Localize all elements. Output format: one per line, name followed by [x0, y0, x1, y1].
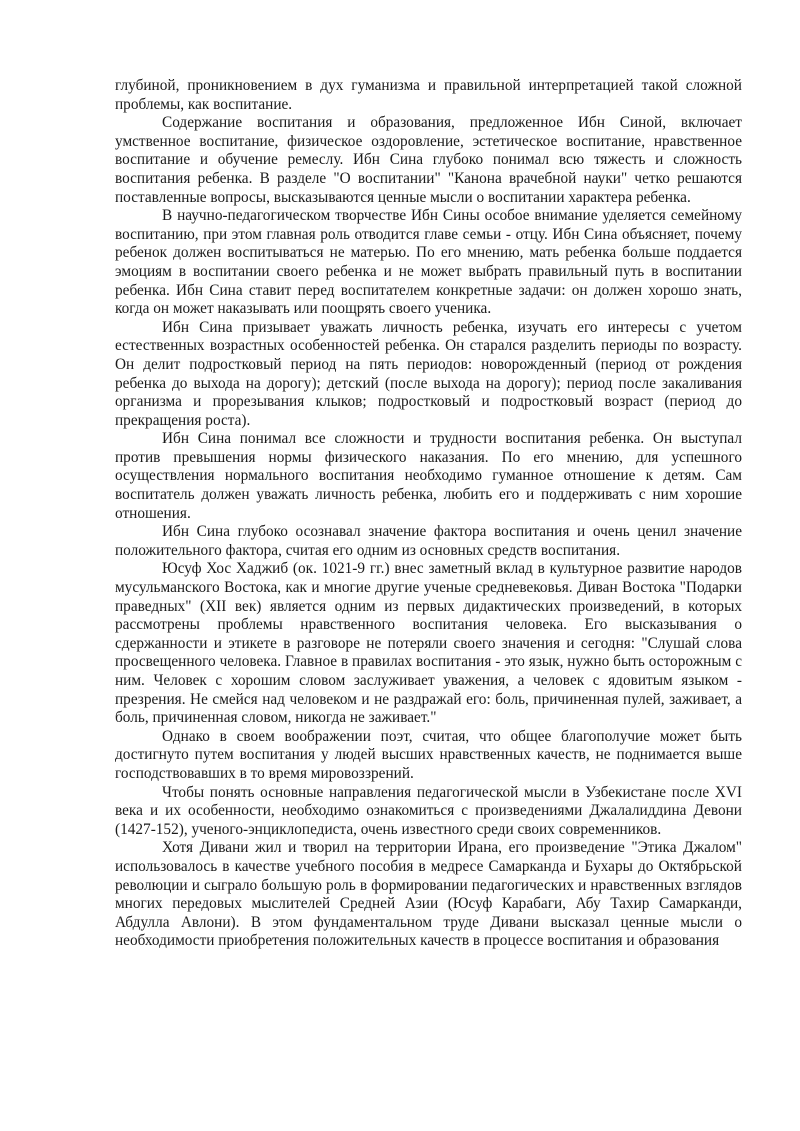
- paragraph-devoni-intro: Чтобы понять основные направления педагогической мысли в Узбекистане после XVI века и их особенности, необходимо ознакомиться с произведениями Джалалиддина Девони (1427-152), ученого-энциклопедиста, очень известного среди своих современников.: [115, 783, 742, 838]
- paragraph-punishment: Ибн Сина понимал все сложности и трудности воспитания ребенка. Он выступал против превышения нормы физического наказания. По его мнению, для успешного осуществления нормального воспитания необходимо гуманное отношение к детям. Сам воспитатель должен уважать личность ребенка, любить его и поддерживать с ним хорошие отношения.: [115, 430, 742, 522]
- paragraph-child-personality: Ибн Сина призывает уважать личность ребенка, изучать его интересы с учетом естественных возрастных особенностей ребенка. Он старался разделить периоды по возрасту. Он делит подростковый период на пять периодов: новорожденный (период от рождения ребенка до выхода на дорогу); детский (после выхода на дорогу); период после закаливания организма и прорезывания клыков; подростковый и подростковый возраст (период до прекращения роста).: [115, 318, 742, 429]
- paragraph-family-upbringing: В научно-педагогическом творчестве Ибн Сины особое внимание уделяется семейному воспитанию, при этом главная роль отводится главе семьи - отцу. Ибн Сина объясняет, почему ребенок должен воспитываться не матерью. По его мнению, мать ребенка больше поддается эмоциям в воспитании своего ребенка и не может выбрать правильный путь в воспитании ребенка. Ибн Сина ставит перед воспитателем конкретные задачи: он должен хорошо знать, когда он может наказывать или поощрять своего ученика.: [115, 207, 742, 318]
- paragraph-upbringing-factor: Ибн Сина глубоко осознавал значение фактора воспитания и очень ценил значение положительного фактора, считая его одним из основных средств воспитания.: [115, 523, 742, 559]
- paragraph-divani-ethics: Хотя Дивани жил и творил на территории Ирана, его произведение "Этика Джалом" использовалось в качестве учебного пособия в медресе Самарканда и Бухары до Октябрьской революции и сыграло большую роль в формировании педагогических и нравственных взглядов многих передовых мыслителей Средней Азии (Юсуф Карабаги, Абу Тахир Самарканди, Абдулла Авлони). В этом фундаментальном труде Дивани высказал ценные мысли о необходимости приобретения положительных качеств в процессе воспитания и образования: [115, 839, 742, 950]
- paragraph-yusuf-khos-khajib: Юсуф Хос Хаджиб (ок. 1021-9 гг.) внес заметный вклад в культурное развитие народов мусульманского Востока, как и многие другие ученые средневековья. Диван Востока "Подарки праведных" (XII век) является одним из первых дидактических произведений, в которых рассмотрены проблемы нравственного воспитания человека. Его высказывания о сдержанности и этикете в разговоре не потеряли своего значения и сегодня: "Слушай слова просвещенного человека. Главное в правилах воспитания - это язык, нужно быть осторожным с ним. Человек с хорошим словом заслуживает уважения, а человек с ядовитым языком - презрения. Не смейся над человеком и не раздражай его: боль, причиненная пулей, заживает, а боль, причиненная словом, никогда не заживает.": [115, 560, 742, 727]
- paragraph-poet-imagination: Однако в своем воображении поэт, считая, что общее благополучие может быть достигнуто путем воспитания у людей высших нравственных качеств, не поднимается выше господствовавших в то время мировоззрений.: [115, 727, 742, 782]
- paragraph-education-content: Содержание воспитания и образования, предложенное Ибн Синой, включает умственное воспитание, физическое оздоровление, эстетическое воспитание, нравственное воспитание и обучение ремеслу. Ибн Сина глубоко понимал всю тяжесть и сложность воспитания ребенка. В разделе "О воспитании" "Канона врачебной науки" четко решаются поставленные вопросы, высказываются ценные мысли о воспитании характера ребенка.: [115, 114, 742, 206]
- body-text: [115, 77, 742, 951]
- paragraph-continuation: глубиной, проникновением в дух гуманизма и правильной интерпретацией такой сложной проблемы, как воспитание.: [115, 77, 742, 113]
